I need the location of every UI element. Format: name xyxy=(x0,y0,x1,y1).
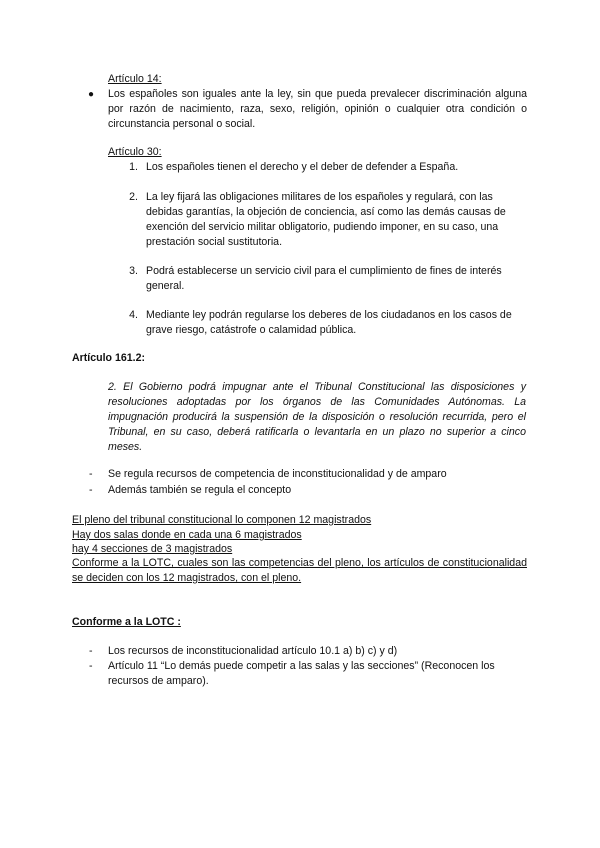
art161-quote: 2. El Gobierno podrá impugnar ante el Tribunal Constitucional las disposiciones y resoluciones adoptadas por los órganos de las Comunidades Autónomas. La impugnación producirá la suspensión de la disposición o resolución recurrida, pero el Tribunal, en su caso, deberá ratificarla o levantarla en un plazo no superior a cinco meses. xyxy=(108,381,526,453)
art30-item-text: Los españoles tienen el derecho y el deber de defender a España. xyxy=(146,161,459,173)
lotc-bullet: Artículo 11 “Lo demás puede competir a las salas y las secciones” (Reconocen los recursos de amparo). xyxy=(108,660,495,687)
art14-text: Los españoles son iguales ante la ley, sin que pueda prevalecer discriminación alguna por razón de nacimiento, raza, sexo, religión, opinión o cualquier otra condición o circunstancia personal o social. xyxy=(108,88,527,130)
art161-heading: Artículo 161.2: xyxy=(72,352,146,364)
note-paragraph: Conforme a la LOTC, cuales son las competencias del pleno, los artículos de constitucionalidad se deciden con los 12 magistrados, con el pleno. xyxy=(72,557,527,584)
art30-item-text: Podrá establecerse un servicio civil para el cumplimiento de fines de interés general. xyxy=(146,265,502,292)
art30-item-number: 3. xyxy=(129,265,138,277)
art161-bullet: Además también se regula el concepto xyxy=(108,484,292,496)
art30-item-text: La ley fijará las obligaciones militares de los españoles y regulará, con las debidas garantías, la objeción de conciencia, así como las demás causas de exención del servicio militar obligatorio, pudiendo imponer, en su caso, una prestación social sustitutoria. xyxy=(146,191,506,248)
lotc-bullet: Los recursos de inconstitucionalidad artículo 10.1 a) b) c) y d) xyxy=(108,645,398,657)
art30-item-number: 2. xyxy=(129,191,138,203)
dash-icon: - xyxy=(89,468,93,480)
note-line: El pleno del tribunal constitucional lo componen 12 magistrados xyxy=(72,514,372,526)
note-line: Hay dos salas donde en cada una 6 magistrados xyxy=(72,529,302,541)
note-line: hay 4 secciones de 3 magistrados xyxy=(72,543,233,555)
bullet-icon: ● xyxy=(88,89,95,100)
dash-icon: - xyxy=(89,484,93,496)
art30-item-number: 1. xyxy=(129,161,138,173)
dash-icon: - xyxy=(89,660,93,672)
lotc-heading: Conforme a la LOTC : xyxy=(72,616,181,628)
art14-heading: Artículo 14: xyxy=(108,73,162,85)
art30-item-text: Mediante ley podrán regularse los deberes de los ciudadanos en los casos de grave riesgo, catástrofe o calamidad pública. xyxy=(146,309,512,336)
art161-bullet: Se regula recursos de competencia de inconstitucionalidad y de amparo xyxy=(108,468,447,480)
art30-heading: Artículo 30: xyxy=(108,146,162,158)
dash-icon: - xyxy=(89,645,93,657)
art30-item-number: 4. xyxy=(129,309,138,321)
